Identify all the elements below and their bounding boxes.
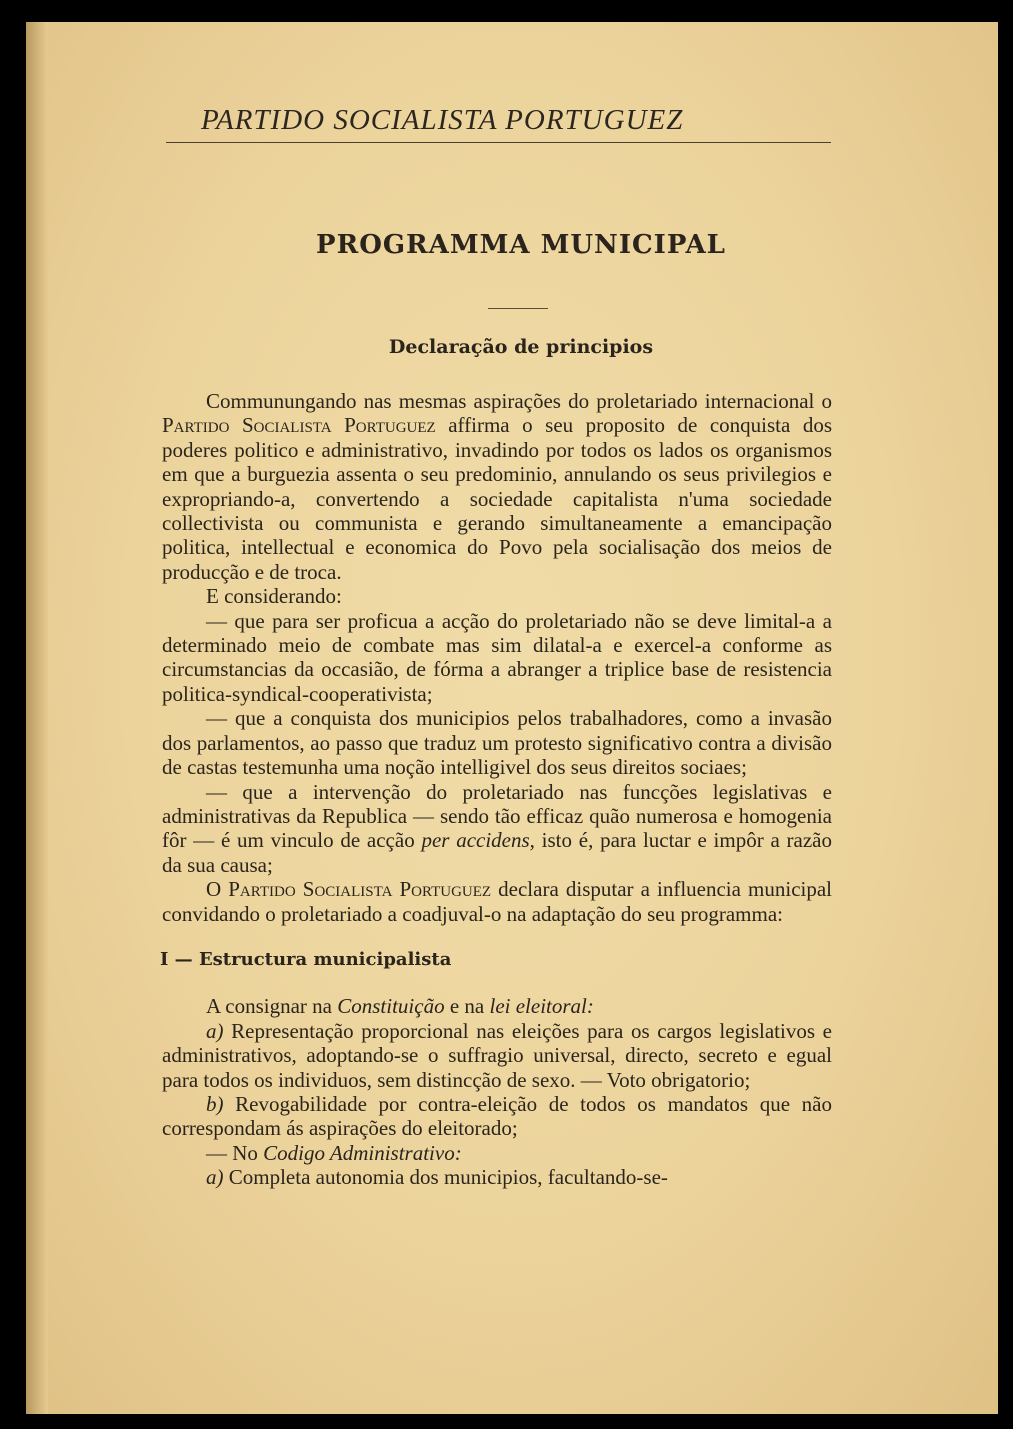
paragraph-6	[162, 877, 832, 926]
p1-text-a: Communungando nas mesmas aspirações do proletariado internacional o	[206, 389, 832, 413]
paragraph-3: — que para ser proficua a acção do proletariado não se deve limital-a a determinado meio de combate mas sim dilatal-a e exercel-a conforme as circumstancias da occasião, de fórma a abranger a triplice base de resistencia politica-syndical-cooperativista;	[162, 608, 832, 706]
section-heading: I — Estructura municipalista	[160, 948, 452, 970]
no-text: — No	[206, 1140, 264, 1165]
p5-text-a: — que a intervenção do proletariado nas funcções legislativas e administrativas da Republica — sendo tão efficaz quão numerosa e homogenia fôr — é um vinculo de acção	[162, 779, 832, 853]
s1-text-a: A consignar na	[206, 994, 338, 1019]
p6-text-a: O	[206, 877, 229, 902]
p5-text-b: isto é, para luctar e impôr a razão da sua causa;	[162, 828, 832, 877]
running-header: PARTIDO SOCIALISTA PORTUGUEZ	[201, 104, 684, 136]
party-name: Partido Socialista Portuguez	[228, 877, 492, 902]
title-divider	[488, 308, 548, 309]
party-name: Partido Socialista Portuguez	[162, 413, 436, 438]
page-spine	[26, 22, 48, 1414]
page-title: PROGRAMMA MUNICIPAL	[316, 230, 726, 260]
section-intro	[162, 994, 832, 1018]
body-text	[162, 362, 832, 1190]
s1-text-b: e na	[444, 994, 490, 1019]
paragraph-2: E considerando:	[206, 584, 342, 609]
p1-text-b: affirma o seu proposito de conquista dos poderes politico e administrativo, invadindo por todos os lados os organismos em que a burguezia assenta o seu predominio, annulando os seus privilegios e expropriando-a, convertendo a sociedade capitalista n'uma sociedade collectivista ou communista e gerando simultaneamente a emancipação politica, intellectual e economica do Povo pela socialisação dos meios de producção e de troca.	[162, 413, 832, 584]
document-page	[26, 22, 998, 1414]
section-subtitle: Declaração de principios	[388, 336, 654, 358]
paragraph-4: — que a conquista dos municipios pelos trabalhadores, como a invasão dos parlamentos, ao passo que traduz um protesto significativo contra a divisão de castas testemunha uma noção intelligivel dos seus direitos sociaes;	[162, 706, 832, 780]
item-text: Revogabilidade por contra-eleição de todos os mandatos que não correspondam ás aspirações do eleitorado;	[162, 1091, 832, 1141]
item-letter: a)	[206, 1165, 224, 1190]
item-letter: b)	[206, 1091, 224, 1116]
paragraph-5	[162, 780, 832, 878]
codigo-intro	[162, 1141, 832, 1165]
p6-text-b: declara disputar a influencia municipal convidando o proletariado a coadjuval-o na adaptação do seu programma:	[162, 877, 832, 926]
paragraph-1	[162, 389, 832, 584]
item-a2	[162, 1165, 832, 1189]
item-text: Representação proporcional nas eleições para os cargos legislativos e administrativos, adoptando-se o suffragio universal, directo, secreto e egual para todos os individuos, sem distincção de sexo. — Voto obrigatorio;	[162, 1018, 832, 1092]
p5-latin: per accidens,	[421, 828, 535, 853]
header-rule	[166, 142, 831, 143]
item-letter: a)	[206, 1018, 224, 1043]
codigo-title: Codigo Administrativo:	[263, 1140, 462, 1165]
item-b1	[162, 1092, 832, 1141]
item-a1	[162, 1019, 832, 1092]
s1-constituicao: Constituição	[337, 994, 445, 1019]
s1-lei: lei eleitoral:	[489, 994, 594, 1019]
item-text: Completa autonomia dos municipios, facultando-se-	[223, 1165, 668, 1190]
